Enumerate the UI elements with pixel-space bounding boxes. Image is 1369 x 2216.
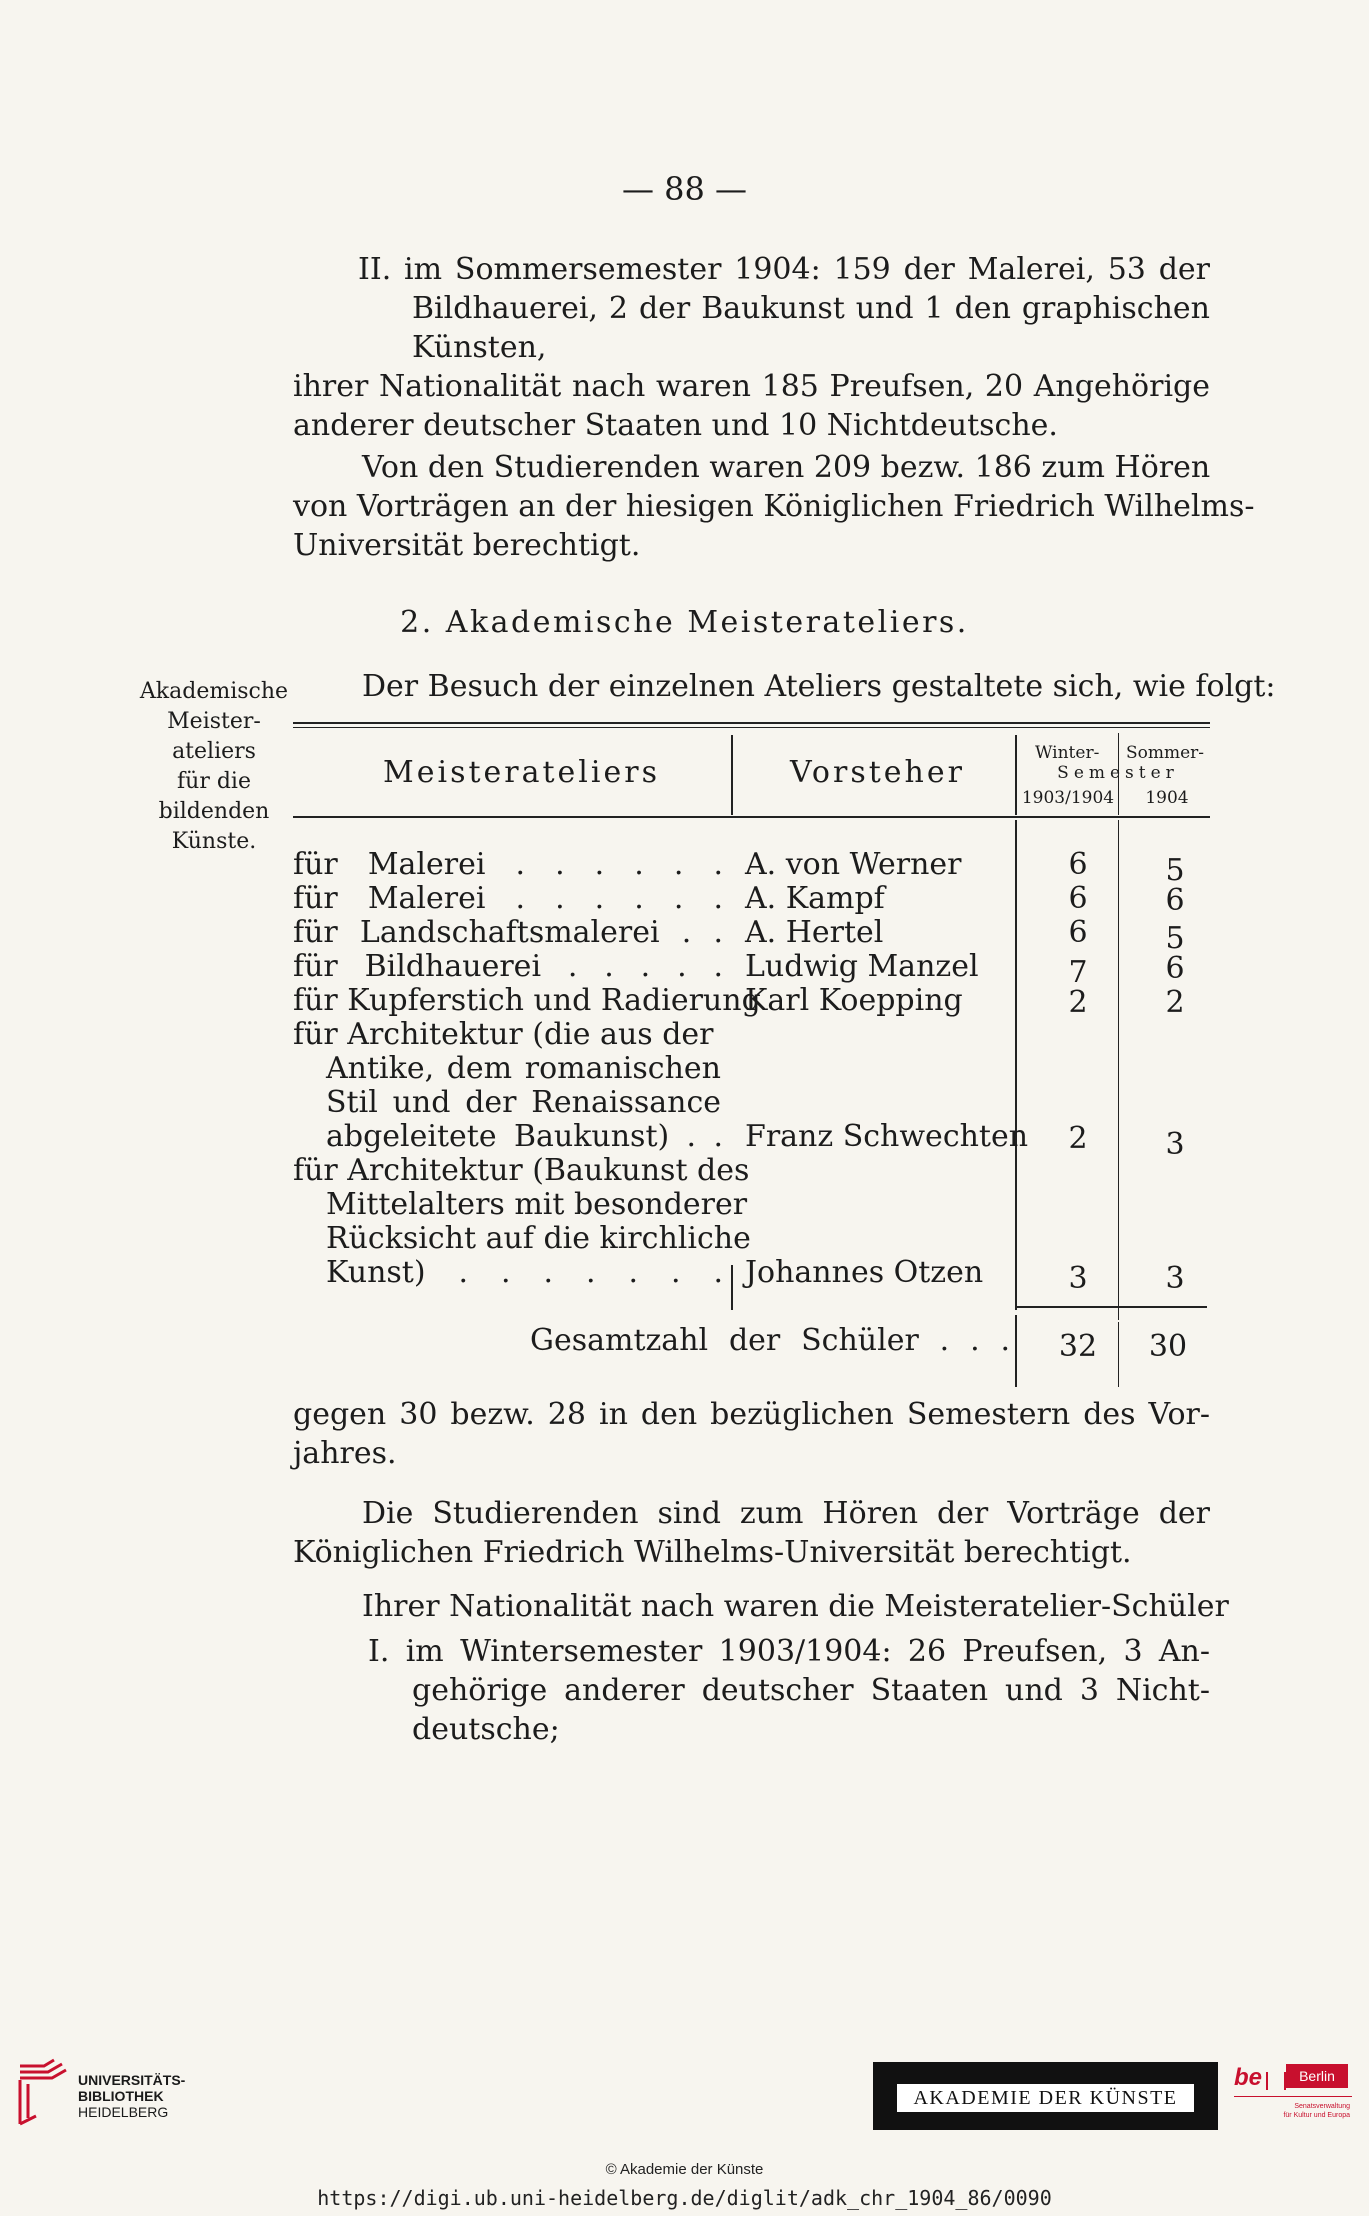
table-row-vorsteher: Karl Koepping (745, 983, 963, 1018)
table-row-vorsteher: A. Kampf (745, 881, 885, 916)
table-row-atelier: Kunst) . . . . . . . (326, 1255, 723, 1290)
text-line: Königlichen Friedrich Wilhelms-Universität berechtigt. (293, 1535, 1132, 1570)
margin-note-line: Meister- (167, 709, 261, 734)
intro-text: Der Besuch der einzelnen Ateliers gestaltete sich, wie folgt: (362, 669, 1276, 704)
berlin-logo (1234, 2062, 1352, 2130)
be-logo-text: be (1234, 2064, 1263, 2091)
table-rule-header (293, 816, 1210, 818)
table-row-sommer: 2 (1165, 985, 1185, 1020)
table-row-winter: 2 (1068, 985, 1088, 1020)
table-rule-top (293, 722, 1210, 724)
page-number: — 88 — (621, 170, 748, 208)
text-line: gegen 30 bezw. 28 in den bezüglichen Semestern des Vor- (293, 1397, 1210, 1432)
margin-note-line: für die (177, 769, 251, 794)
table-vrule (1118, 1322, 1119, 1387)
table-row-atelier: für Malerei . . . . . . (293, 881, 723, 916)
table-row-atelier: für Malerei . . . . . . (293, 847, 723, 882)
akademie-label: AKADEMIE DER KÜNSTE (897, 2084, 1194, 2112)
col-header-vorsteher: Vorsteher (790, 755, 965, 790)
col-header-atelier: Meisterateliers (383, 755, 660, 790)
senat-line: Senatsverwaltung (1294, 2103, 1350, 2110)
table-rule-total (1015, 1306, 1207, 1308)
source-url[interactable]: https://digi.ub.uni-heidelberg.de/diglit/adk_chr_1904_86/0090 (317, 2186, 1052, 2210)
table-row-sommer: 6 (1165, 883, 1185, 918)
berlin-logo-divider (1234, 2096, 1352, 2097)
table-row-winter: 6 (1068, 881, 1088, 916)
col-header-winter-year: 1903/1904 (1021, 788, 1115, 808)
margin-note-line: Akademische (139, 679, 289, 704)
library-logo-icon (14, 2058, 72, 2128)
library-name-line: HEIDELBERG (78, 2104, 169, 2120)
text-line: Universität berechtigt. (293, 528, 641, 563)
table-row-vorsteher: A. von Werner (745, 847, 962, 882)
table-vrule (1118, 820, 1119, 1320)
table-row-atelier: für Architektur (die aus der (293, 1017, 714, 1052)
table-row-atelier: Rücksicht auf die kirchliche (326, 1221, 751, 1256)
table-row-sommer: 5 (1165, 921, 1185, 956)
table-row-vorsteher: Franz Schwechten (745, 1119, 1029, 1154)
table-row-winter: 7 (1068, 955, 1088, 990)
table-row-sommer: 3 (1165, 1261, 1185, 1296)
table-row-sommer: 5 (1165, 853, 1185, 888)
table-row-winter: 3 (1068, 1261, 1088, 1296)
table-row-vorsteher: Ludwig Manzel (745, 949, 979, 984)
col-header-sommer-year: 1904 (1145, 788, 1189, 808)
table-vrule (731, 1265, 733, 1310)
margin-note-line: ateliers (172, 739, 256, 764)
table-row-vorsteher: A. Hertel (745, 915, 884, 950)
text-line: von Vorträgen an der hiesigen Königlichen Friedrich Wilhelms- (293, 489, 1255, 524)
table-row-sommer: 3 (1165, 1127, 1185, 1162)
table-row-winter: 6 (1068, 847, 1088, 882)
table-row-winter: 6 (1068, 915, 1088, 950)
table-row-atelier: für Landschaftsmalerei . . (293, 915, 723, 950)
table-vrule (1015, 735, 1017, 815)
total-label: Gesamtzahl der Schüler . . . (530, 1323, 1010, 1358)
total-winter: 32 (1058, 1329, 1098, 1364)
berlin-badge: Berlin (1286, 2064, 1348, 2088)
margin-note (138, 677, 290, 857)
col-header-sommer: Sommer- (1126, 743, 1205, 763)
text-line: Künsten, (412, 330, 547, 365)
table-row-winter: 2 (1068, 1121, 1088, 1156)
text-line: Die Studierenden sind zum Hören der Vorträge der (362, 1496, 1210, 1531)
copyright: © Akademie der Künste (605, 2161, 764, 2178)
table-row-atelier: für Architektur (Baukunst des (293, 1153, 750, 1188)
text-line: II. im Sommersemester 1904: 159 der Malerei, 53 der (358, 252, 1210, 287)
table-row-atelier: Antike, dem romanischen (326, 1051, 721, 1086)
margin-note-line: bildenden (158, 799, 270, 824)
table-vrule (731, 735, 733, 815)
table-row-atelier: abgeleitete Baukunst) . . (326, 1119, 723, 1154)
col-header-semester: Semester (1057, 763, 1179, 783)
table-row-atelier: Mittelalters mit besonderer (326, 1187, 748, 1222)
text-line: deutsche; (412, 1712, 560, 1747)
text-line: I. im Wintersemester 1903/1904: 26 Preufsen, 3 An- (368, 1634, 1210, 1669)
table-row-vorsteher: Johannes Otzen (745, 1255, 984, 1290)
senat-text (1283, 2102, 1350, 2120)
table-vrule (1015, 820, 1017, 1310)
text-line: ihrer Nationalität nach waren 185 Preufsen, 20 Angehörige (293, 369, 1210, 404)
berlin-logo-mark (1266, 2072, 1286, 2090)
text-line: anderer deutscher Staaten und 10 Nichtdeutsche. (293, 408, 1058, 443)
col-header-winter: Winter- (1035, 743, 1100, 763)
text-line: Von den Studierenden waren 209 bezw. 186 zum Hören (362, 450, 1211, 485)
table-row-atelier: für Kupferstich und Radierung (293, 983, 761, 1018)
text-line: jahres. (293, 1436, 397, 1471)
akademie-logo (873, 2062, 1218, 2130)
table-rule-top (293, 727, 1210, 728)
table-row-sommer: 6 (1165, 951, 1185, 986)
text-line: gehörige anderer deutscher Staaten und 3 Nicht- (412, 1673, 1210, 1708)
table-row-atelier: Stil und der Renaissance (326, 1085, 721, 1120)
text-line: Bildhauerei, 2 der Baukunst und 1 den graphischen (412, 291, 1210, 326)
total-sommer: 30 (1148, 1329, 1188, 1364)
margin-note-line: Künste. (171, 829, 257, 854)
table-vrule (1015, 1315, 1017, 1387)
table-row-atelier: für Bildhauerei . . . . . (293, 949, 723, 984)
section-heading: 2. Akademische Meisterateliers. (400, 605, 969, 640)
senat-line: für Kultur und Europa (1283, 2112, 1350, 2119)
text-line: Ihrer Nationalität nach waren die Meisteratelier-Schüler (362, 1589, 1229, 1624)
library-name-line: UNIVERSITÄTS- (78, 2072, 186, 2088)
library-name (78, 2072, 185, 2120)
library-name-line: BIBLIOTHEK (78, 2088, 164, 2104)
